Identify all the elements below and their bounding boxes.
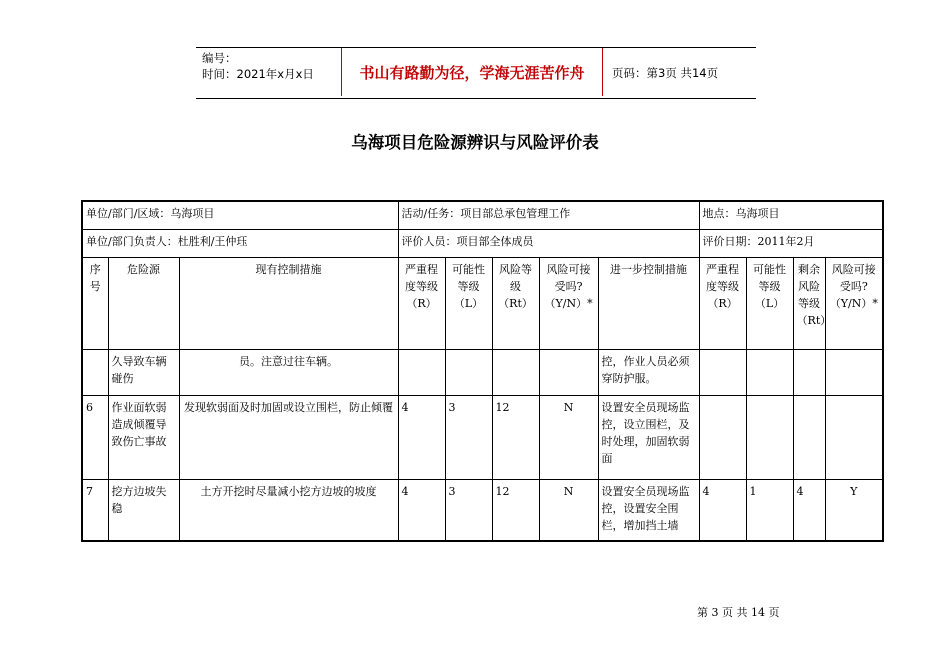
header-motto-box	[341, 48, 603, 96]
cell-r: 4	[398, 395, 445, 479]
header-motto: 书山有路勤为径，学海无涯苦作舟	[359, 64, 585, 82]
col-severity: 严重程度等级（R）	[398, 257, 445, 349]
cell-seq: 6	[82, 395, 108, 479]
cell-rt2	[793, 349, 825, 395]
cell-acc: N	[539, 479, 598, 541]
page-footer: 第 3 页 共 14 页	[697, 606, 780, 619]
info-unit: 单位/部门/区域：乌海项目	[82, 201, 398, 229]
cell-l: 3	[445, 395, 492, 479]
col-likelihood2: 可能性等级（L）	[746, 257, 793, 349]
cell-l2	[746, 349, 793, 395]
cell-rt2: 4	[793, 479, 825, 541]
cell-r2: 4	[699, 479, 746, 541]
col-hazard: 危险源	[108, 257, 179, 349]
cell-r2	[699, 349, 746, 395]
cell-hazard: 久导致车辆碰伤	[108, 349, 179, 395]
table-row	[82, 349, 883, 395]
info-row-2	[82, 229, 883, 257]
cell-rt	[492, 349, 539, 395]
risk-table	[81, 200, 884, 542]
cell-further: 设置安全员现场监控，设立围栏，及时处理，加固软弱面	[598, 395, 699, 479]
cell-rt2	[793, 395, 825, 479]
col-seq: 序号	[82, 257, 108, 349]
cell-further: 控，作业人员必须穿防护服。	[598, 349, 699, 395]
page-title: 乌海项目危险源辨识与风险评价表	[351, 133, 599, 152]
col-acceptable: 风险可接受吗?（Y/N）*	[539, 257, 598, 349]
col-controls: 现有控制措施	[179, 257, 398, 349]
cell-acc2	[825, 395, 883, 479]
cell-acc2	[825, 349, 883, 395]
cell-acc	[539, 349, 598, 395]
cell-rt: 12	[492, 395, 539, 479]
cell-acc2: Y	[825, 479, 883, 541]
cell-controls: 土方开挖时尽量减小挖方边坡的坡度	[179, 479, 398, 541]
cell-seq	[82, 349, 108, 395]
col-further: 进一步控制措施	[598, 257, 699, 349]
col-acceptable2: 风险可接受吗?（Y/N）*	[825, 257, 883, 349]
cell-r: 4	[398, 479, 445, 541]
header-number: 编号：	[202, 51, 237, 65]
header-time: 时间：2021年x月x日	[202, 67, 314, 81]
info-date: 评价日期：2011年2月	[699, 229, 883, 257]
cell-l2	[746, 395, 793, 479]
cell-controls: 发现软弱面及时加固或设立围栏，防止倾覆	[179, 395, 398, 479]
cell-l	[445, 349, 492, 395]
cell-seq: 7	[82, 479, 108, 541]
cell-rt: 12	[492, 479, 539, 541]
cell-further: 设置安全员现场监控，设置安全围栏，增加挡土墙	[598, 479, 699, 541]
header-page-code: 页码：第3页 共14页	[612, 66, 719, 80]
col-likelihood: 可能性等级（L）	[445, 257, 492, 349]
col-severity2: 严重程度等级（R）	[699, 257, 746, 349]
info-evaluators: 评价人员：项目部全体成员	[398, 229, 699, 257]
cell-controls: 员。注意过往车辆。	[179, 349, 398, 395]
cell-r2	[699, 395, 746, 479]
col-residual: 剩余风险等级（Rt）	[793, 257, 825, 349]
cell-hazard: 挖方边坡失稳	[108, 479, 179, 541]
cell-hazard: 作业面软弱造成倾覆导致伤亡事故	[108, 395, 179, 479]
page-header	[196, 47, 756, 99]
info-row-1	[82, 201, 883, 229]
info-location: 地点：乌海项目	[699, 201, 883, 229]
cell-acc: N	[539, 395, 598, 479]
header-meta	[202, 50, 314, 82]
table-row	[82, 395, 883, 479]
info-manager: 单位/部门负责人：杜胜利/王仲珏	[82, 229, 398, 257]
column-header-row	[82, 257, 883, 349]
cell-r	[398, 349, 445, 395]
cell-l2: 1	[746, 479, 793, 541]
table-row	[82, 479, 883, 541]
cell-l: 3	[445, 479, 492, 541]
info-activity: 活动/任务：项目部总承包管理工作	[398, 201, 699, 229]
col-risk: 风险等级（Rt）	[492, 257, 539, 349]
